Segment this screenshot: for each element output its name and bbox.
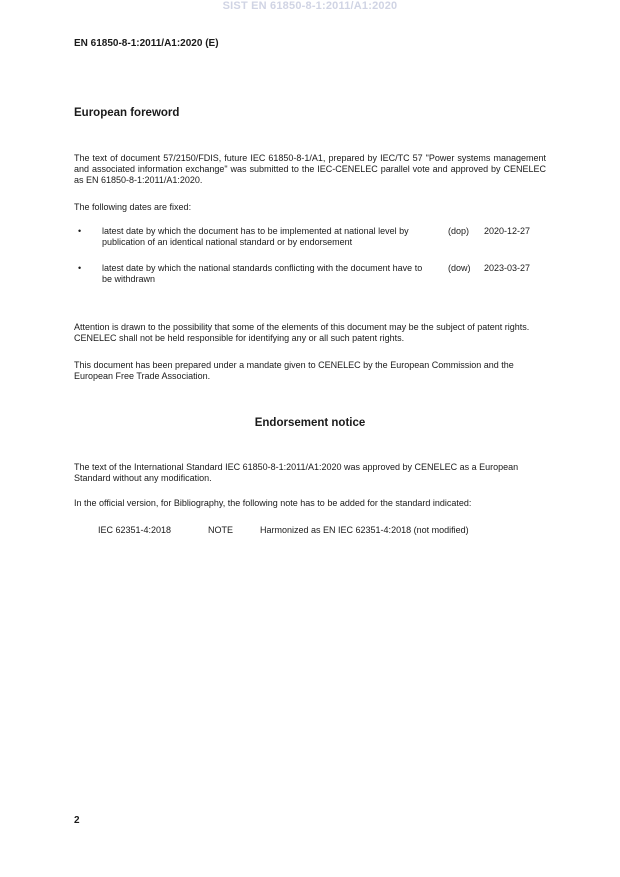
date-value: 2020-12-27	[484, 226, 531, 236]
foreword-paragraph: The text of document 57/2150/FDIS, future IEC 61850-8-1/A1, prepared by IEC/TC 57 "Power systems management and associated information exchange" was submitted to the IEC-CENELEC parallel vote and approved by CENELEC as EN 61850-8-1:2011/A1:2020.	[74, 153, 546, 185]
document-id: EN 61850-8-1:2011/A1:2020 (E)	[74, 38, 219, 49]
note-label: NOTE	[208, 525, 234, 535]
endorsement-paragraph: The text of the International Standard IEC 61850-8-1:2011/A1:2020 was approved by CENELEC as a European Standard without any modification.	[74, 462, 519, 483]
date-item-text: latest date by which the national standards conflicting with the document have to be withdrawn	[102, 263, 423, 284]
bibliography-note	[98, 525, 548, 537]
watermark: SIST EN 61850-8-1:2011/A1:2020	[222, 0, 398, 12]
bullet: •	[78, 226, 82, 236]
note-text: Harmonized as EN IEC 62351-4:2018 (not modified)	[260, 525, 469, 535]
dates-intro: The following dates are fixed:	[74, 202, 192, 212]
date-abbreviation: (dop)	[448, 226, 470, 236]
date-abbreviation: (dow)	[448, 263, 471, 273]
european-foreword-title: European foreword	[74, 107, 180, 119]
bullet: •	[78, 263, 82, 273]
date-item-text: latest date by which the document has to be implemented at national level by publication of an identical national standard or by endorsement	[102, 226, 409, 247]
mandate-paragraph: This document has been prepared under a mandate given to CENELEC by the European Commission and the European Free Trade Association.	[74, 360, 514, 381]
date-item-dop	[74, 226, 546, 250]
bibliography-paragraph: In the official version, for Bibliography, the following note has to be added for the standard indicated:	[74, 498, 472, 508]
page-number: 2	[74, 815, 80, 826]
note-standard: IEC 62351-4:2018	[98, 525, 172, 535]
patent-paragraph: Attention is drawn to the possibility that some of the elements of this document may be the subject of patent rights. CENELEC shall not be held responsible for identifying any or all such patent rights.	[74, 322, 530, 343]
date-item-dow	[74, 263, 546, 287]
endorsement-notice-title: Endorsement notice	[254, 417, 366, 429]
date-value: 2023-03-27	[484, 263, 531, 273]
